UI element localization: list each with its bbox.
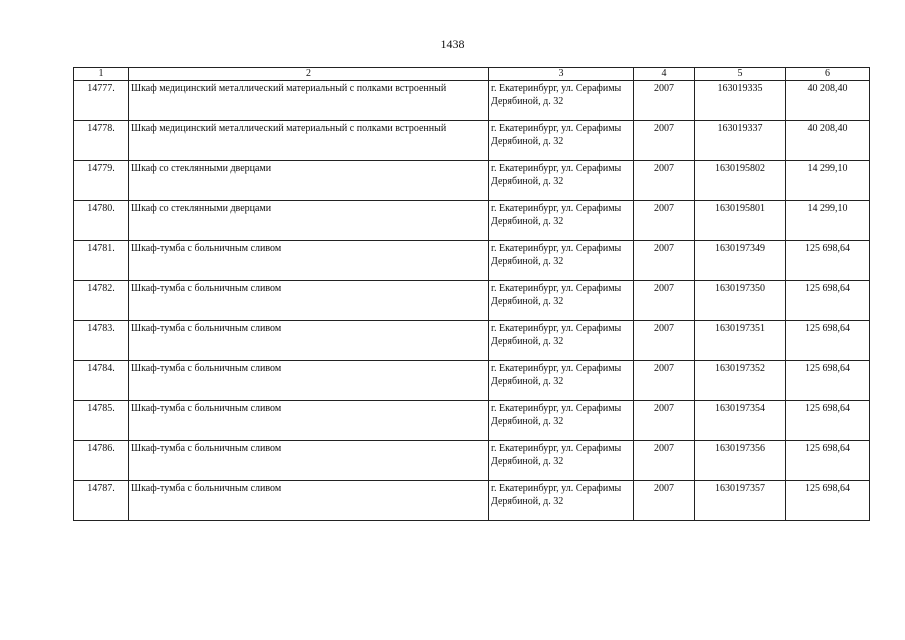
- row-number: 14777.: [74, 81, 129, 121]
- item-value: 14 299,10: [786, 201, 870, 241]
- column-header: 2: [129, 68, 489, 81]
- item-year: 2007: [634, 281, 695, 321]
- item-year: 2007: [634, 481, 695, 521]
- item-name: Шкаф-тумба с больничным сливом: [129, 481, 489, 521]
- row-number: 14778.: [74, 121, 129, 161]
- table-row: [74, 241, 870, 281]
- item-address: г. Екатеринбург, ул. Серафимы Дерябиной, д. 32: [489, 201, 634, 241]
- table-body: [74, 81, 870, 521]
- inventory-number: 163019335: [695, 81, 786, 121]
- item-address: г. Екатеринбург, ул. Серафимы Дерябиной, д. 32: [489, 241, 634, 281]
- row-number: 14781.: [74, 241, 129, 281]
- item-name: Шкаф со стеклянными дверцами: [129, 201, 489, 241]
- column-header: 4: [634, 68, 695, 81]
- item-year: 2007: [634, 121, 695, 161]
- item-address: г. Екатеринбург, ул. Серафимы Дерябиной, д. 32: [489, 121, 634, 161]
- property-register-table: [73, 67, 870, 521]
- item-year: 2007: [634, 361, 695, 401]
- item-value: 125 698,64: [786, 241, 870, 281]
- row-number: 14782.: [74, 281, 129, 321]
- row-number: 14784.: [74, 361, 129, 401]
- inventory-number: 1630197351: [695, 321, 786, 361]
- table-row: [74, 161, 870, 201]
- column-header: 1: [74, 68, 129, 81]
- item-name: Шкаф-тумба с больничным сливом: [129, 361, 489, 401]
- inventory-number: 1630195802: [695, 161, 786, 201]
- item-address: г. Екатеринбург, ул. Серафимы Дерябиной, д. 32: [489, 321, 634, 361]
- item-year: 2007: [634, 241, 695, 281]
- table-row: [74, 281, 870, 321]
- table-row: [74, 361, 870, 401]
- table-row: [74, 81, 870, 121]
- item-year: 2007: [634, 321, 695, 361]
- item-value: 125 698,64: [786, 321, 870, 361]
- inventory-number: 1630195801: [695, 201, 786, 241]
- item-year: 2007: [634, 201, 695, 241]
- item-name: Шкаф со стеклянными дверцами: [129, 161, 489, 201]
- inventory-number: 1630197356: [695, 441, 786, 481]
- item-value: 125 698,64: [786, 401, 870, 441]
- item-year: 2007: [634, 81, 695, 121]
- item-year: 2007: [634, 161, 695, 201]
- page-number: 1438: [440, 37, 465, 51]
- item-value: 40 208,40: [786, 81, 870, 121]
- item-name: Шкаф медицинский металлический материальный с полками встроенный: [129, 81, 489, 121]
- row-number: 14783.: [74, 321, 129, 361]
- row-number: 14779.: [74, 161, 129, 201]
- inventory-number: 1630197349: [695, 241, 786, 281]
- item-year: 2007: [634, 441, 695, 481]
- item-value: 125 698,64: [786, 281, 870, 321]
- item-value: 14 299,10: [786, 161, 870, 201]
- item-address: г. Екатеринбург, ул. Серафимы Дерябиной, д. 32: [489, 281, 634, 321]
- inventory-number: 1630197357: [695, 481, 786, 521]
- inventory-number: 1630197352: [695, 361, 786, 401]
- item-value: 125 698,64: [786, 441, 870, 481]
- item-name: Шкаф медицинский металлический материальный с полками встроенный: [129, 121, 489, 161]
- column-header: 5: [695, 68, 786, 81]
- row-number: 14780.: [74, 201, 129, 241]
- column-header: 6: [786, 68, 870, 81]
- table-row: [74, 441, 870, 481]
- item-address: г. Екатеринбург, ул. Серафимы Дерябиной, д. 32: [489, 441, 634, 481]
- table-row: [74, 481, 870, 521]
- column-header: 3: [489, 68, 634, 81]
- inventory-number: 1630197354: [695, 401, 786, 441]
- item-name: Шкаф-тумба с больничным сливом: [129, 441, 489, 481]
- item-address: г. Екатеринбург, ул. Серафимы Дерябиной, д. 32: [489, 81, 634, 121]
- inventory-number: 163019337: [695, 121, 786, 161]
- table-row: [74, 201, 870, 241]
- item-name: Шкаф-тумба с больничным сливом: [129, 321, 489, 361]
- table-row: [74, 121, 870, 161]
- item-address: г. Екатеринбург, ул. Серафимы Дерябиной, д. 32: [489, 361, 634, 401]
- item-address: г. Екатеринбург, ул. Серафимы Дерябиной, д. 32: [489, 161, 634, 201]
- item-address: г. Екатеринбург, ул. Серафимы Дерябиной, д. 32: [489, 481, 634, 521]
- item-value: 125 698,64: [786, 361, 870, 401]
- table-header-row: [74, 68, 870, 81]
- item-address: г. Екатеринбург, ул. Серафимы Дерябиной, д. 32: [489, 401, 634, 441]
- inventory-number: 1630197350: [695, 281, 786, 321]
- item-value: 40 208,40: [786, 121, 870, 161]
- item-name: Шкаф-тумба с больничным сливом: [129, 281, 489, 321]
- item-name: Шкаф-тумба с больничным сливом: [129, 401, 489, 441]
- item-name: Шкаф-тумба с больничным сливом: [129, 241, 489, 281]
- table-row: [74, 321, 870, 361]
- item-value: 125 698,64: [786, 481, 870, 521]
- row-number: 14785.: [74, 401, 129, 441]
- row-number: 14786.: [74, 441, 129, 481]
- table-row: [74, 401, 870, 441]
- row-number: 14787.: [74, 481, 129, 521]
- item-year: 2007: [634, 401, 695, 441]
